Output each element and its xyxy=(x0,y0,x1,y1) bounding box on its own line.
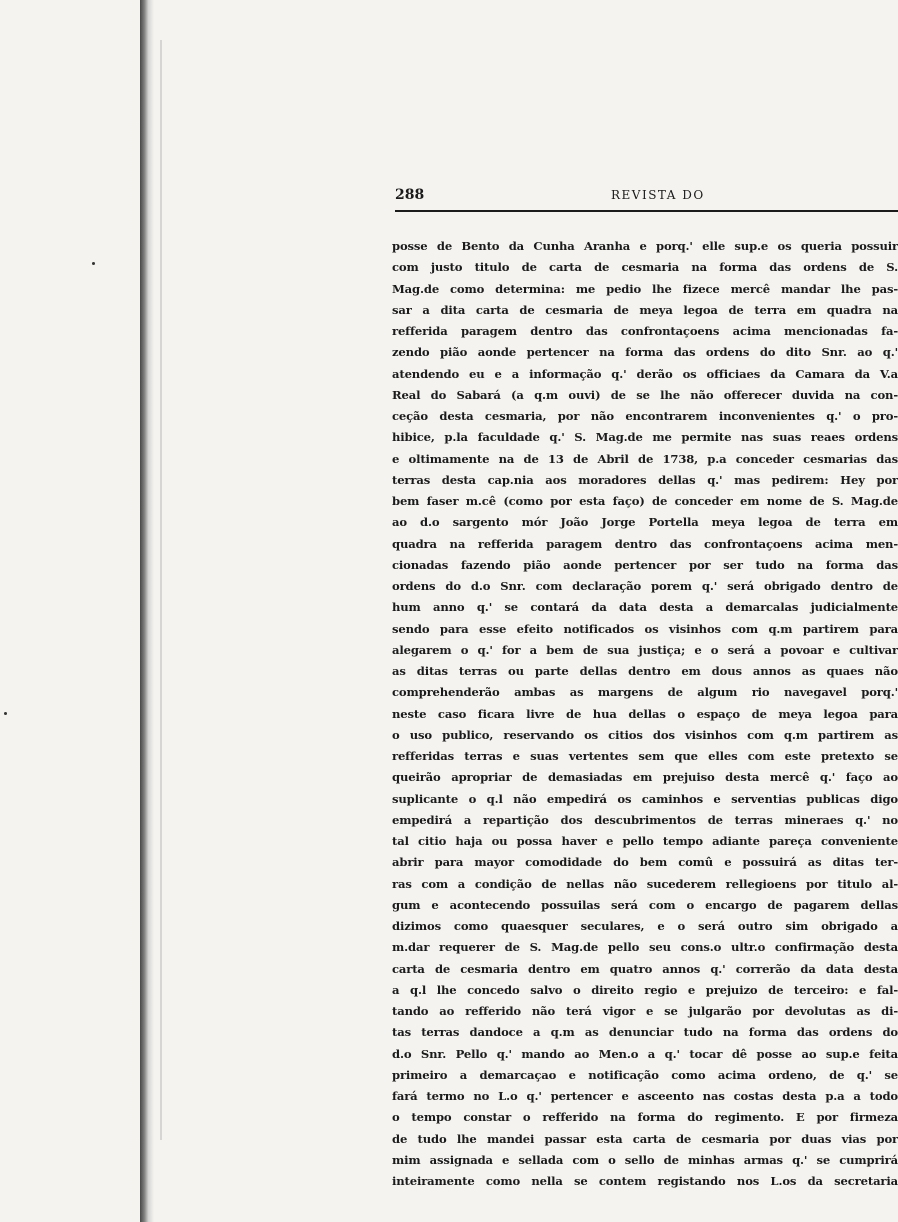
text-line: com justo titulo de carta de cesmaria na forma das ordens de S. xyxy=(392,260,898,275)
text-line: m.dar requerer de S. Mag.de pello seu cons.o ultr.o confirmação desta xyxy=(392,940,898,955)
text-line: quadra na refferida paragem dentro das confrontaçoens acima men- xyxy=(392,536,898,551)
text-line: fará termo no L.o q.' pertencer e asceento nas costas desta p.a a todo xyxy=(392,1089,898,1103)
text-line: ceção desta cesmaria, por não encontrarem inconvenientes q.' o pro- xyxy=(392,409,898,423)
page-number: 288 xyxy=(395,187,425,203)
gutter-line xyxy=(160,40,162,1140)
text-line: bem faser m.cê (como por esta faço) de conceder em nome de S. Mag.de xyxy=(392,494,898,508)
text-line: carta de cesmaria dentro em quatro annos q.' correrão da data desta xyxy=(392,961,898,976)
text-line: d.o Snr. Pello q.' mando ao Men.o a q.' tocar dê posse ao sup.e feita xyxy=(392,1046,898,1061)
text-line: refferida paragem dentro das confrontaçoens acima mencionadas fa- xyxy=(392,324,898,338)
scan-speck xyxy=(4,712,7,715)
text-line: refferidas terras e suas vertentes sem que elles com este pretexto se xyxy=(392,749,898,763)
text-line: abrir para mayor comodidade do bem comû e possuirá as ditas ter- xyxy=(392,855,898,870)
text-line: hibice, p.la faculdade q.' S. Mag.de me permite nas suas reaes ordens xyxy=(392,430,898,445)
text-line: ras com a condição de nellas não sucederem rellegioens por titulo al- xyxy=(392,876,898,891)
text-line: sar a dita carta de cesmaria de meya legoa de terra em quadra na xyxy=(392,302,898,317)
text-line: neste caso ficara livre de hua dellas o espaço de meya legoa para xyxy=(392,706,898,721)
text-line: posse de Bento da Cunha Aranha e porq.' elle sup.e os queria possuir xyxy=(392,239,898,253)
text-line: o uso publico, reservando os citios dos visinhos com q.m partirem as xyxy=(392,727,898,742)
body-text xyxy=(392,236,898,1192)
text-line: ordens do d.o Snr. com declaração porem q.' será obrigado dentro de xyxy=(392,579,898,593)
text-line: hum anno q.' se contará da data desta a demarcalas judicialmente xyxy=(392,600,898,615)
text-line: a q.l lhe concedo salvo o direito regio e prejuizo de terceiro: e fal- xyxy=(392,982,898,997)
text-line: tal citio haja ou possa haver e pello tempo adiante pareça conveniente xyxy=(392,834,898,848)
text-line: cionadas fazendo pião aonde pertencer por ser tudo na forma das xyxy=(392,557,898,572)
header-rule xyxy=(395,210,898,212)
text-line: atendendo eu e a informação q.' derão os officiaes da Camara da V.a xyxy=(392,366,898,381)
page-header xyxy=(395,187,898,209)
text-line: comprehenderão ambas as margens de algum rio navegavel porq.' xyxy=(392,685,898,700)
text-line: gum e acontecendo possuilas será com o encargo de pagarem dellas xyxy=(392,897,898,912)
text-line: empedirá a repartição dos descubrimentos de terras mineraes q.' no xyxy=(392,812,898,827)
text-line: alegarem o q.' for a bem de sua justiça; e o será a povoar e cultivar xyxy=(392,642,898,657)
text-line: mim assignada e sellada com o sello de minhas armas q.' se cumprirá xyxy=(392,1152,898,1167)
text-line: Real do Sabará (a q.m ouvi) de se lhe não offerecer duvida na con- xyxy=(392,387,898,402)
book-gutter-shadow xyxy=(140,0,154,1222)
text-line: suplicante o q.l não empedirá os caminhos e serventias publicas digo xyxy=(392,791,898,806)
scan-speck xyxy=(92,262,95,265)
text-line: tas terras dandoce a q.m as denunciar tudo na forma das ordens do xyxy=(392,1025,898,1040)
text-line: sendo para esse efeito notificados os visinhos com q.m partirem para xyxy=(392,621,898,636)
text-line: as ditas terras ou parte dellas dentro em dous annos as quaes não xyxy=(392,664,898,678)
text-line: primeiro a demarcaçao e notificação como acima ordeno, de q.' se xyxy=(392,1067,898,1082)
text-line: de tudo lhe mandei passar esta carta de cesmaria por duas vias por xyxy=(392,1131,898,1146)
text-line: queirão apropriar de demasiadas em prejuiso desta mercê q.' faço ao xyxy=(392,770,898,785)
text-line: ao d.o sargento mór João Jorge Portella meya legoa de terra em xyxy=(392,515,898,530)
text-line: e oltimamente na de 13 de Abril de 1738, p.a conceder cesmarias das xyxy=(392,451,898,466)
text-line: tando ao refferido não terá vigor e se julgarão por devolutas as di- xyxy=(392,1004,898,1018)
text-line: terras desta cap.nia aos moradores dellas q.' mas pedirem: Hey por xyxy=(392,472,898,487)
text-line: Mag.de como determina: me pedio lhe fizece mercê mandar lhe pas- xyxy=(392,281,898,296)
text-line: dizimos como quaesquer seculares, e o será outro sim obrigado a xyxy=(392,919,898,933)
text-line: o tempo constar o refferido na forma do regimento. E por firmeza xyxy=(392,1110,898,1125)
running-head: REVISTA DO xyxy=(611,188,705,202)
text-line: inteiramente como nella se contem registando nos L.os da secretaria xyxy=(392,1174,898,1188)
text-line: zendo pião aonde pertencer na forma das ordens do dito Snr. ao q.' xyxy=(392,345,898,360)
